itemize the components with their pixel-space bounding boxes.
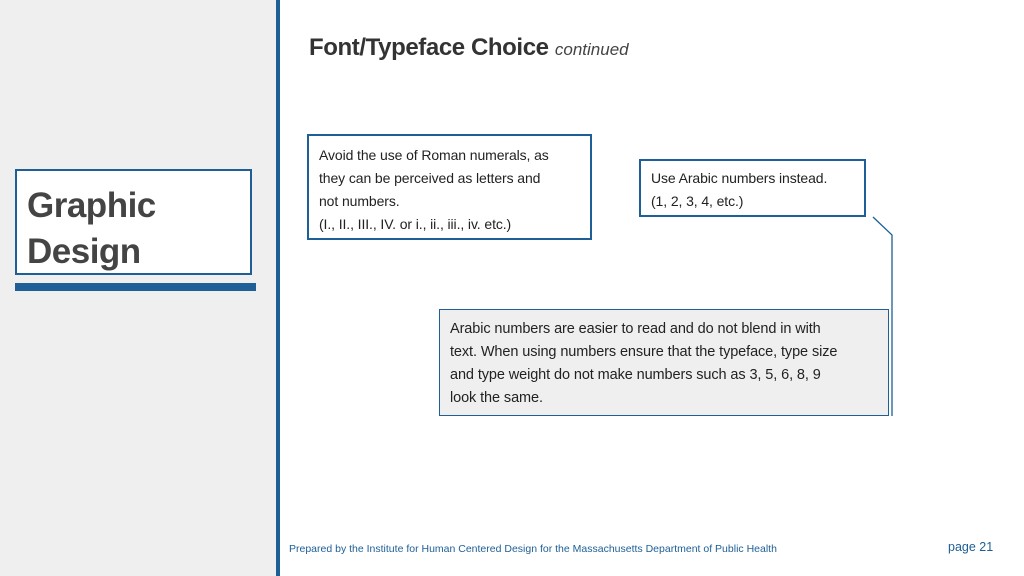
callout-line: (I., II., III., IV. or i., ii., iii., iv. etc.): [319, 216, 512, 232]
page-number: page 21: [948, 540, 994, 554]
section-title-line-2: Design: [27, 232, 141, 271]
page-title-main: Font/Typeface Choice: [309, 34, 549, 61]
explanation-callout: [439, 309, 889, 416]
callout-line: they can be perceived as letters and: [319, 170, 541, 186]
callout-line: Avoid the use of Roman numerals, as: [319, 147, 549, 163]
callout-line: look the same.: [450, 390, 543, 406]
callout-line: not numbers.: [319, 193, 400, 209]
callout-line: text. When using numbers ensure that the typeface, type size: [450, 344, 838, 360]
footer-credit: Prepared by the Institute for Human Centered Design for the Massachusetts Department of Public Health: [289, 543, 777, 555]
callout-line: (1, 2, 3, 4, etc.): [651, 193, 744, 209]
page-title-subtitle: continued: [554, 40, 629, 59]
callout-line: Use Arabic numbers instead.: [651, 170, 828, 186]
callout-line: Arabic numbers are easier to read and do not blend in with: [450, 321, 821, 337]
callout-line: and type weight do not make numbers such as 3, 5, 6, 8, 9: [450, 367, 821, 383]
section-title-line-1: Graphic: [27, 186, 156, 225]
